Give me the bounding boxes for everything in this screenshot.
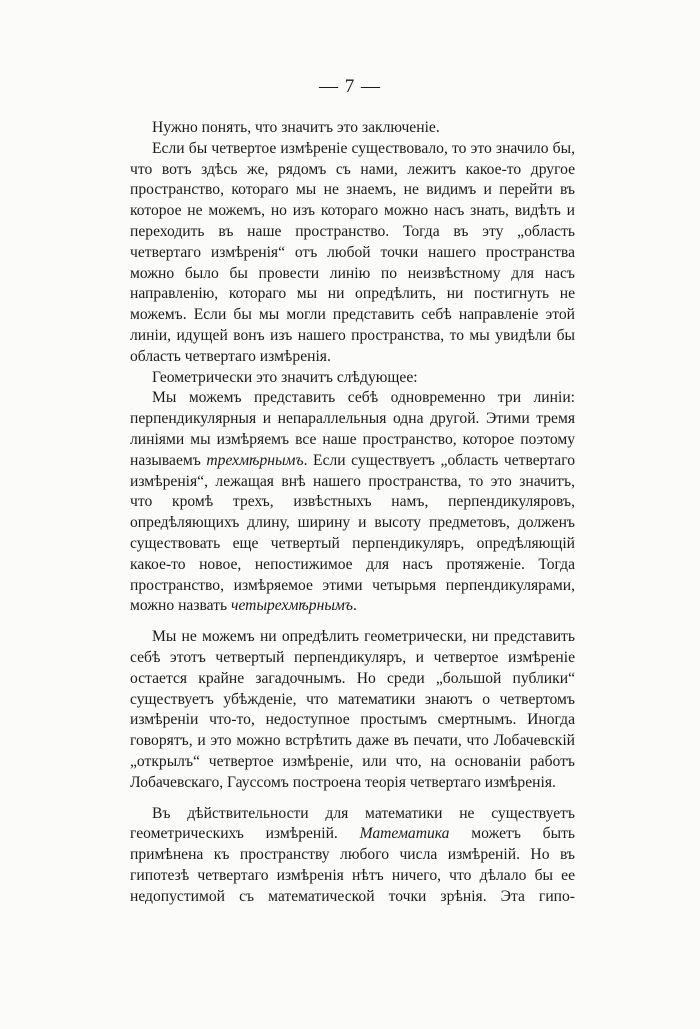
paragraph-text: Мы не можемъ ни опредѣлить геометрически, ни представить себѣ этотъ четвертый перпендикуляръ, и четвертое измѣреніе остается крайне загадочнымъ. Но среди „большой публики“ существуетъ убѣжденіе, что математики знаютъ о четвертомъ измѣреніи что-то, недоступное простымъ смертнымъ. Иногда говорятъ, и это можно встрѣтить даже въ печати, что Лобачевскій „открылъ“ четвертое измѣреніе, или что, на основаніи работъ Лобачевскаго, Гауссомъ построена теорія четвертаго измѣренія. xyxy=(130,628,575,791)
paragraph xyxy=(130,804,575,908)
italic-term: четырехмѣрнымъ xyxy=(231,597,353,615)
paragraph-text: . xyxy=(352,597,357,615)
paragraph xyxy=(130,627,575,793)
body-text xyxy=(130,118,575,907)
page-number: — 7 — xyxy=(319,76,381,97)
paragraph-text: Въ дѣйствительности для математики не существуетъ геометрическихъ измѣреній. xyxy=(130,804,575,843)
paragraph xyxy=(130,368,575,389)
paragraph-text: . Если существуетъ „область четвертаго измѣренія“, лежащая внѣ нашего пространства, то это значитъ, что кромѣ трехъ, извѣстныхъ намъ, перпендикуляровъ, опредѣляющихъ длину, ширину и высоту предметовъ, долженъ существовать еще четвертый перпендикуляръ, опредѣляющій какое-то новое, непостижимое для насъ протяженіе. Тогда пространство, измѣряемое этими четырьмя перпендикулярами, можно назвать xyxy=(130,451,576,615)
italic-term: трехмѣрнымъ xyxy=(206,451,304,469)
italic-term: Математика xyxy=(359,825,450,843)
paragraph-text: Геометрически это значитъ слѣдующее: xyxy=(152,368,418,386)
paragraph-text: можетъ быть примѣнена къ пространству любого числа измѣреній. Но въ гипотезѣ четвертаго измѣренія нѣтъ ничего, что дѣлало бы ее недопустимой съ математической точки зрѣнія. Эта гипо- xyxy=(130,825,575,905)
paragraph-text: Нужно понять, что значитъ это заключеніе. xyxy=(152,119,440,136)
paragraph-text: Если бы четвертое измѣреніе существовало, то это значило бы, что вотъ здѣсь же, рядомъ съ нами, лежитъ какое-то другое пространство, котораго мы не знаемъ, не видимъ и перейти въ которое не можемъ, но изъ котораго можно насъ знать, видѣть и переходить въ наше пространство. Тогда въ эту „область четвертаго измѣренія“ отъ любой точки нашего пространства можно было бы провести линію по неизвѣстному для насъ направленію, котораго мы ни опредѣлить, ни постигнуть не можемъ. Если бы мы могли представить себѣ направленіе этой линіи, идущей вонъ изъ нашего пространства, то мы увидѣли бы область четвертаго измѣренія. xyxy=(130,139,575,365)
paragraph xyxy=(130,388,575,617)
paragraph-text: Мы можемъ представить себѣ одновременно три линіи: перпендикулярныя и непараллельныя одна другой. Этими тремя линіями мы измѣряемъ все наше пространство, которое поэтому называемъ xyxy=(130,389,575,469)
paragraph xyxy=(130,139,575,368)
paragraph xyxy=(130,118,575,139)
